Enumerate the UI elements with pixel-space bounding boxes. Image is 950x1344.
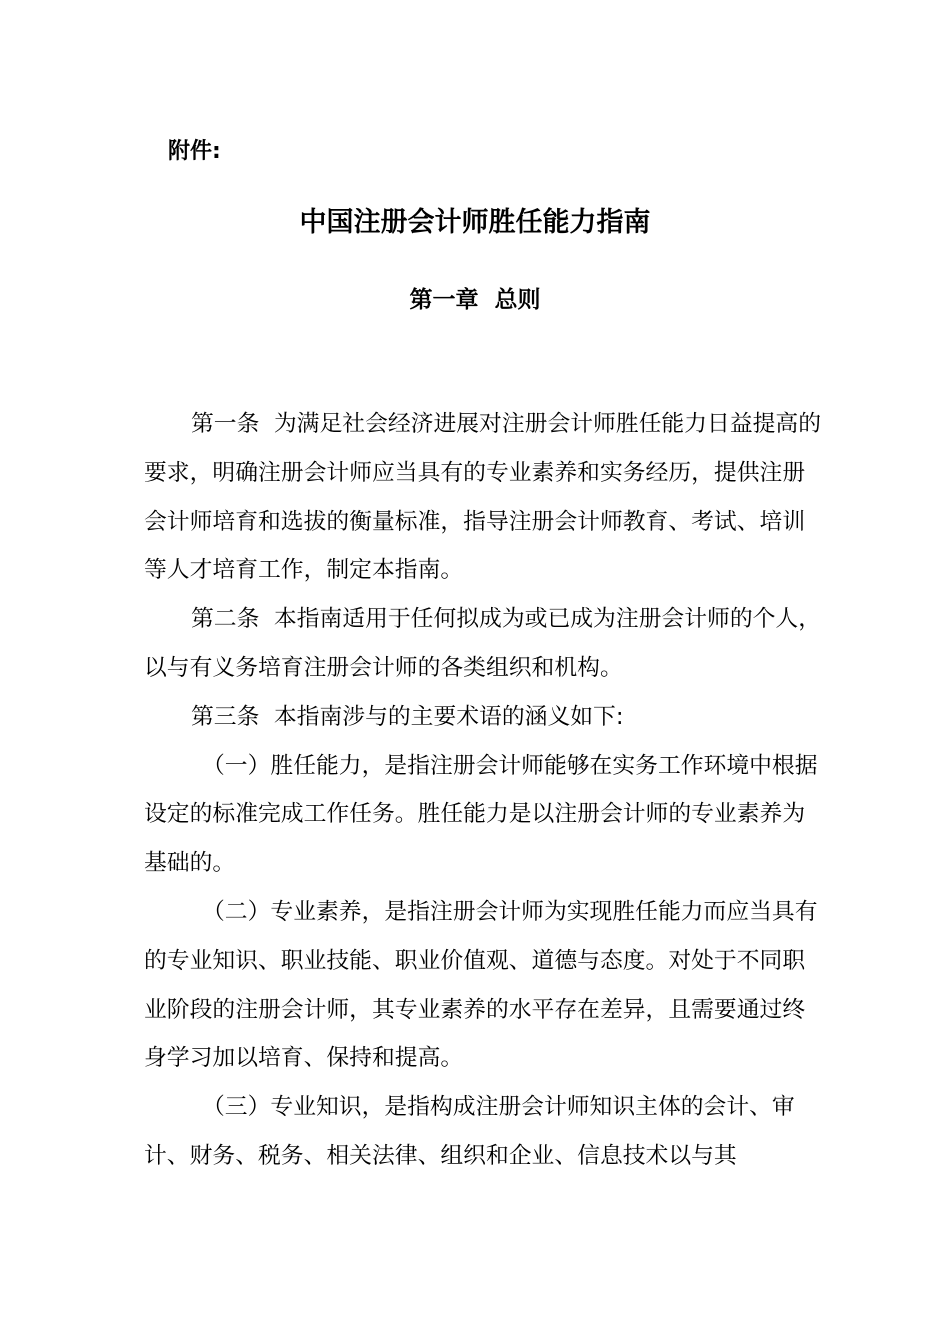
article-3-paragraph: 第三条 本指南涉与的主要术语的涵义如下: <box>191 703 624 730</box>
term-professional-quality-paragraph: （二）专业素养，是指注册会计师为实现胜任能力而应当具有的专业知识、职业技能、职业价值观、道德与态度。对处于不同职业阶段的注册会计师，其专业素养的水平存在差异，且需要通过终身学习加以培育、保持和提高。 <box>144 898 818 1072</box>
term-professional-knowledge-paragraph: （三）专业知识，是指构成注册会计师知识主体的会计、审计、财务、税务、相关法律、组织和企业、信息技术以与其 <box>144 1094 795 1169</box>
article-2-paragraph: 第二条 本指南适用于任何拟成为或已成为注册会计师的个人，以与有义务培育注册会计师的各类组织和机构。 <box>144 606 822 681</box>
attachment-label: 附件: <box>168 139 221 164</box>
term-competence-paragraph: （一）胜任能力，是指注册会计师能够在实务工作环境中根据设定的标准完成工作任务。胜任能力是以注册会计师的专业素养为基础的。 <box>144 752 818 877</box>
document-body <box>144 400 824 1181</box>
chapter-title: 第一章 总则 <box>409 287 541 313</box>
document-title: 中国注册会计师胜任能力指南 <box>299 207 651 238</box>
article-1-paragraph: 第一条 为满足社会经济进展对注册会计师胜任能力日益提高的要求，明确注册会计师应当具有的专业素养和实务经历，提供注册会计师培育和选拔的衡量标准，指导注册会计师教育、考试、培训等人才培育工作，制定本指南。 <box>144 411 822 584</box>
